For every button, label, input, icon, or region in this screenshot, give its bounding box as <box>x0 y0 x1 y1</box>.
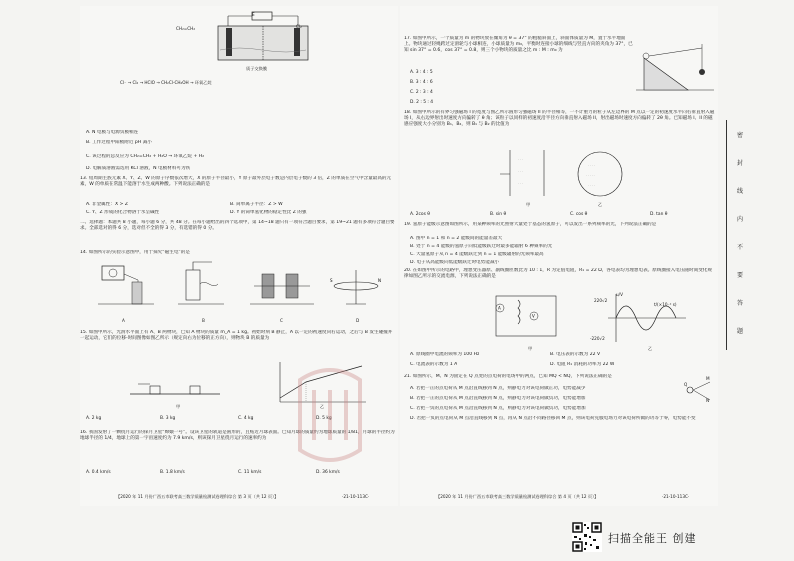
seal-char-8: 题 <box>737 328 744 335</box>
q20-trough-value: -220√2 <box>590 336 605 341</box>
q14-label-a: A <box>122 318 125 323</box>
q12-option-c: C. 该过程的总反应为 CH₂=CH₂ + H₂O → 环氧乙烷 + H₂ <box>86 154 205 159</box>
q14-label-c: C <box>280 318 283 323</box>
q15-figure-a-label: 甲 <box>176 404 181 409</box>
q17-option-b: B. 3 : 4 : 6 <box>410 80 433 85</box>
svg-text:· · ·: · · · <box>518 181 523 185</box>
q20-axis-t: t/(×10⁻² s) <box>654 302 677 307</box>
q13-option-c: C. Y、Z 形成的化合物溶于水呈碱性 <box>86 210 160 215</box>
q19-option-a: A. 图中 n = 1 和 n = 2 能级间的能量差最大 <box>410 236 503 241</box>
section-two-instructions: 二、选择题：本题共 8 小题，每小题 6 分，共 48 分。在每小题给出的四个选项中，第 14~18 题只有一项符合题目要求，第 19~21 题有多项符合题目要求。全部选对的得 6 分，选对但不全的得 3 分，有选错的得 0 分。 <box>80 220 395 231</box>
electrolysis-figure <box>208 10 318 68</box>
q14-figures <box>94 260 394 316</box>
q15-option-b: B. 3 kg <box>160 416 176 421</box>
seal-char-3: 线 <box>737 188 744 195</box>
q12-option-a: A. N 电极与电源负极相连 <box>86 130 139 135</box>
q16-stem: 16. 我国发射了一颗绕月运行的探月卫星“嫦娥一号”。设该卫星的轨道是圆形的，且贴近月球表面。已知月球的质量约为地球质量的 1/81，月球的半径约为地球半径的 1/4，地球上的第一宇宙速度约为 7.9 km/s，则该探月卫星绕月运行的速率约为 <box>80 430 395 441</box>
q20-figure-b-label: 乙 <box>648 346 653 351</box>
svg-text:· · ·: · · · <box>518 157 523 161</box>
q21-stem: 21. 如图所示，M、N 为固定在 Q 点处的点电荷的电场中的两点，已知 MQ < NQ，下列说法正确的是 <box>404 374 612 379</box>
q18-option-a: A. 2cos θ <box>410 212 430 217</box>
q20-stem: 20. 在如图甲所示的电路中，理想变压器原、副线圈匝数比为 10 : 1，R 为定值电阻，R₁ = 22 Ω，各电表均为理想电表。原线圈接入电压随时间变化规律如图乙所示的交流电源，下列说法正确的是 <box>404 268 712 279</box>
q16-option-b: B. 1.8 km/s <box>160 470 185 475</box>
q15-option-c: C. 4 kg <box>238 416 254 421</box>
seal-char-2: 封 <box>737 160 744 167</box>
q20-axis-u: u/V <box>616 292 623 297</box>
svg-text:· · · ·: · · · · <box>588 183 595 187</box>
seal-char-5: 不 <box>737 244 744 251</box>
q20-peak-value: 220√2 <box>594 298 608 303</box>
q19-option-d: D. 电子从高能级向低能级跃迁时电势能减小 <box>410 260 500 265</box>
right-footer-code: ·21-10-113C· <box>662 494 690 499</box>
q20-option-d: D. 电阻 R₁ 消耗的功率为 22 W <box>550 362 615 367</box>
q17-option-a: A. 3 : 4 : 5 <box>410 70 433 75</box>
q18-stem: 18. 如图甲所示的有界匀强磁场 I 的宽度与图乙所示圆形匀强磁场 II 的半径相等，一不计重力的粒子从左边界的 M 点以一定的初速度水平向右垂直射入磁场 I，从右边界射出时速度方向偏转了 θ 角；该粒子以同样的初速度沿半径方向垂直射入磁场 II，射出磁场时速度方向偏转了 2θ 角。已知磁场 I、II 的磁感应强度大小分别为 B₁、B₂，则 B₁ 与 B₂ 的比值为 <box>404 110 715 127</box>
q21-option-d: D. 若把一负的点电荷从 M 点沿直线移到 N 点，再从 N 点沿不同路径移回 M 点，则该电荷克服电场力对该电荷所做的功等于零，电势能不变 <box>410 416 696 421</box>
q21-figure <box>676 376 716 406</box>
figure-label-cl2: Cl₂ <box>296 24 302 29</box>
q21-option-b: B. 若把一正的点电荷从 M 点沿直线移到 N 点，则静电力对该电荷做负功，电势能增加 <box>410 396 586 401</box>
q12-option-d: D. 电解质溶液需选用 KCl 溶液，N 电极材料可为铁 <box>86 166 191 171</box>
q16-option-d: D. 36 km/s <box>316 470 340 475</box>
seal-strip <box>726 120 757 350</box>
q19-option-b: B. 处于 n = 4 能级的氢原子向低能级跃迁时最多能辐射 6 种频率的光 <box>410 244 553 249</box>
q18-option-c: C. cos θ <box>570 212 588 217</box>
q13-option-a: A. 非金属性：X > Z <box>86 202 129 207</box>
q18-figure-a-label: 甲 <box>526 202 531 207</box>
qr-code-icon <box>572 522 602 552</box>
q21-label-q: Q <box>684 382 688 387</box>
q13-stem: 13. 短周期主族元素 X、Y、Z、W 的原子序数依次增大，X 的原子半径最小，Y 原子最外层电子数是内层电子数的 3 倍，Z 的单质在空气中含量最高的元素，W 的单质在常温下能溶于水生成两种酸。下列说法正确的是 <box>80 176 392 187</box>
q14-stem: 14. 如图所示的实验示意图中，用于探究“磁生电”的是 <box>80 250 190 255</box>
right-footer: 【2020 年 11 月份广西五市联考高三数学质量检测试卷理科综合 第 4 页（共 12 页）】 <box>436 494 599 499</box>
q18-option-b: B. sin θ <box>490 212 507 217</box>
svg-text:N: N <box>378 278 381 283</box>
q18-figures <box>500 146 640 202</box>
q15-option-d: D. 5 kg <box>316 416 332 421</box>
q17-figure <box>636 40 716 94</box>
seal-char-4: 内 <box>737 216 744 223</box>
q21-label-n: N <box>706 398 710 403</box>
figure-label-ch2: CH₂=CH₂ <box>176 26 196 31</box>
q17-option-c: C. 2 : 3 : 4 <box>410 90 433 95</box>
svg-text:· · ·: · · · <box>518 169 523 173</box>
q21-label-m: M <box>706 376 710 381</box>
q20-option-b: B. 电压表的示数为 22 V <box>550 352 601 357</box>
q16-option-c: C. 11 km/s <box>238 470 262 475</box>
q18-option-d: D. tan θ <box>650 212 668 217</box>
figure-caption: 质子交换膜 <box>246 66 267 71</box>
q13-option-d: D. Y 的简单氢化物的稳定性比 Z 的强 <box>230 210 307 215</box>
watermark-stamp <box>290 360 370 470</box>
q12-option-b: B. 工作过程中阳极附近 pH 减小 <box>86 140 152 145</box>
right-page <box>400 6 718 506</box>
svg-text:A: A <box>498 305 501 311</box>
svg-text:· · · · ·: · · · · · <box>586 173 595 177</box>
svg-text:S: S <box>330 278 333 283</box>
figure-label-e: E <box>252 12 255 17</box>
q20-option-c: C. 电流表的示数为 1 A <box>410 362 458 367</box>
seal-char-6: 要 <box>737 272 744 279</box>
q15-figure-b-label: 乙 <box>320 404 325 409</box>
scanner-brand-text: 扫描全能王 创建 <box>608 532 697 545</box>
q17-option-d: D. 2 : 5 : 4 <box>410 100 434 105</box>
left-footer: 【2020 年 11 月份广西五市联考高三数学质量检测试卷理科综合 第 3 页（共 12 页）】 <box>116 494 279 499</box>
q17-stem: 17. 如图甲所示，一个质量为 m 的物块放在倾角为 θ = 37° 的粗糙斜面上，斜面体质量为 M，置于水平地面上。物块通过轻绳跨过定滑轮与小球相连，小球质量为 m₀，平衡时连接小球的细线与竖直方向的夹角为 37°，已知 sin 37° = 0.6，cos 37° = 0.8，则三个小物块的质量之比 m : M : m₀ 为 <box>404 36 633 53</box>
q21-option-c: C. 若把一负的点电荷从 M 点沿直线移到 N 点，则静电力对该电荷做负功，电势能增加 <box>410 406 586 411</box>
seal-char-1: 密 <box>737 132 744 139</box>
left-footer-code: ·21-10-113C· <box>342 494 370 499</box>
q21-option-a: A. 若把一正的点电荷从 M 点沿直线移到 N 点，则静电力对该电荷做正功，电势能减少 <box>410 386 586 391</box>
q16-option-a: A. 0.4 km/s <box>86 470 111 475</box>
svg-text:V: V <box>532 313 535 319</box>
q14-label-d: D <box>356 318 360 323</box>
q20-figure-a-label: 甲 <box>528 346 533 351</box>
reaction-line: Cl⁻ → Cl₂ → HClO → CH₂Cl-CH₂OH → 环氧乙烷 <box>120 80 212 85</box>
q15-option-a: A. 2 kg <box>86 416 102 421</box>
q20-option-a: A. 原线圈中电流的频率为 100 Hz <box>410 352 480 357</box>
q19-option-c: C. 大量氢原子从 n = 4 能级跃迁到 n = 1 能级辐射的光频率最高 <box>410 252 544 257</box>
q19-stem: 19. 氢原子能级示意图如图所示，用某种频率的光照射大量处于基态的氢原子，可以发出一系列频率的光，下列说法正确的是 <box>404 222 657 227</box>
seal-char-7: 答 <box>737 300 744 307</box>
svg-text:· · · ·: · · · · <box>588 163 595 167</box>
q18-figure-b-label: 乙 <box>598 202 603 207</box>
q14-label-b: B <box>202 318 205 323</box>
q13-option-b: B. 简单离子半径：Z > W <box>230 202 283 207</box>
q15-stem: 15. 如图甲所示，光滑水平面上有 A、B 两物块，已知 A 物块的质量 m_A = 1 kg。初始时刻 B 静止，A 以一定的初速度向右运动，之后与 B 发生碰撞并一起运动，它们的位移-时间图像如图乙所示（规定向右为位移的正方向），则物块 B 的质量为 <box>80 330 393 341</box>
